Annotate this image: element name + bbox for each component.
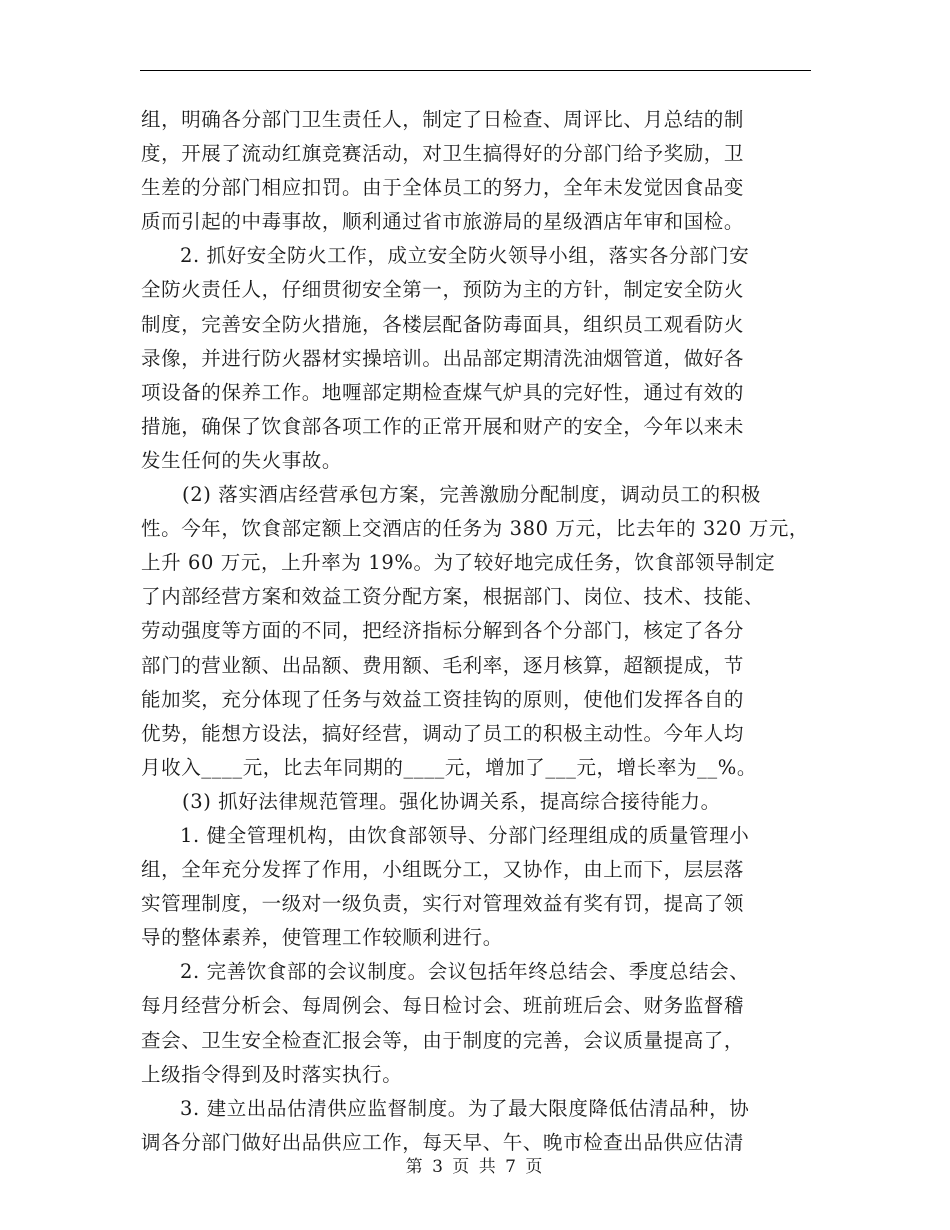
text-line: 2. 完善饮食部的会议制度。会议包括年终总结会、季度总结会、 <box>180 960 750 984</box>
text-line: 了内部经营方案和效益工资分配方案，根据部门、岗位、技术、技能、 <box>141 585 765 609</box>
text-line: 上级指令得到及时落实执行。 <box>141 1062 403 1086</box>
page-number-footer: 第 3 页 共 7 页 <box>405 1157 545 1177</box>
text-line: 每月经营分析会、每周例会、每日检讨会、班前班后会、财务监督稽 <box>141 994 745 1018</box>
text-line: 组，明确各分部门卫生责任人，制定了日检查、周评比、月总结的制 <box>141 108 745 131</box>
text-line: 项设备的保养工作。地喱部定期检查煤气炉具的完好性，通过有效的 <box>141 380 745 404</box>
text-line: 3. 建立出品估清供应监督制度。为了最大限度降低估清品种，协 <box>180 1096 750 1120</box>
text-line: (2) 落实酒店经营承包方案，完善激励分配制度，调动员工的积极 <box>182 483 761 507</box>
text-line: 实管理制度，一级对一级负责，实行对管理效益有奖有罚，提高了领 <box>141 892 745 916</box>
text-line: 发生任何的失火事故。 <box>141 448 343 472</box>
text-line: (3) 抓好法律规范管理。强化协调关系，提高综合接待能力。 <box>182 789 721 813</box>
text-line: 性。今年，饮食部定额上交酒店的任务为 380 万元，比去年的 320 万元， <box>141 517 810 541</box>
text-line: 生差的分部门相应扣罚。由于全体员工的努力，全年未发觉因食品变 <box>141 176 745 200</box>
text-line: 劳动强度等方面的不同，把经济指标分解到各个分部门，核定了各分 <box>141 619 745 643</box>
text-line: 组，全年充分发挥了作用，小组既分工，又协作，由上而下，层层落 <box>141 858 745 882</box>
text-line: 质而引起的中毒事故，顺利通过省市旅游局的星级酒店年审和国检。 <box>141 210 745 234</box>
header-rule <box>140 70 811 71</box>
text-line: 全防火责任人，仔细贯彻安全第一，预防为主的方针，制定安全防火 <box>141 278 745 302</box>
text-line: 优势，能想方设法，搞好经营，调动了员工的积极主动性。今年人均 <box>141 721 745 745</box>
text-line: 月收入____元，比去年同期的____元，增加了___元，增长率为__%。 <box>141 755 757 779</box>
text-line: 度，开展了流动红旗竞赛活动，对卫生搞得好的分部门给予奖励，卫 <box>141 142 745 166</box>
text-line: 录像，并进行防火器材实操培训。出品部定期清洗油烟管道，做好各 <box>141 346 745 370</box>
text-line: 2. 抓好安全防火工作，成立安全防火领导小组，落实各分部门安 <box>180 244 750 268</box>
text-line: 部门的营业额、出品额、费用额、毛利率，逐月核算，超额提成，节 <box>141 653 745 677</box>
text-line: 导的整体素养，使管理工作较顺利进行。 <box>141 926 503 950</box>
text-line: 1. 健全管理机构，由饮食部领导、分部门经理组成的质量管理小 <box>180 823 750 847</box>
text-line: 能加奖，充分体现了任务与效益工资挂钩的原则，使他们发挥各自的 <box>141 687 745 711</box>
text-line: 制度，完善安全防火措施，各楼层配备防毒面具，组织员工观看防火 <box>141 312 745 336</box>
text-line: 调各分部门做好出品供应工作，每天早、午、晚市检查出品供应估清 <box>141 1130 745 1154</box>
body-text <box>141 103 821 1160</box>
text-line: 上升 60 万元，上升率为 19%。为了较好地完成任务，饮食部领导制定 <box>141 551 776 575</box>
text-line: 措施，确保了饮食部各项工作的正常开展和财产的安全，今年以来未 <box>141 414 745 438</box>
text-line: 查会、卫生安全检查汇报会等，由于制度的完善，会议质量提高了， <box>141 1028 745 1052</box>
